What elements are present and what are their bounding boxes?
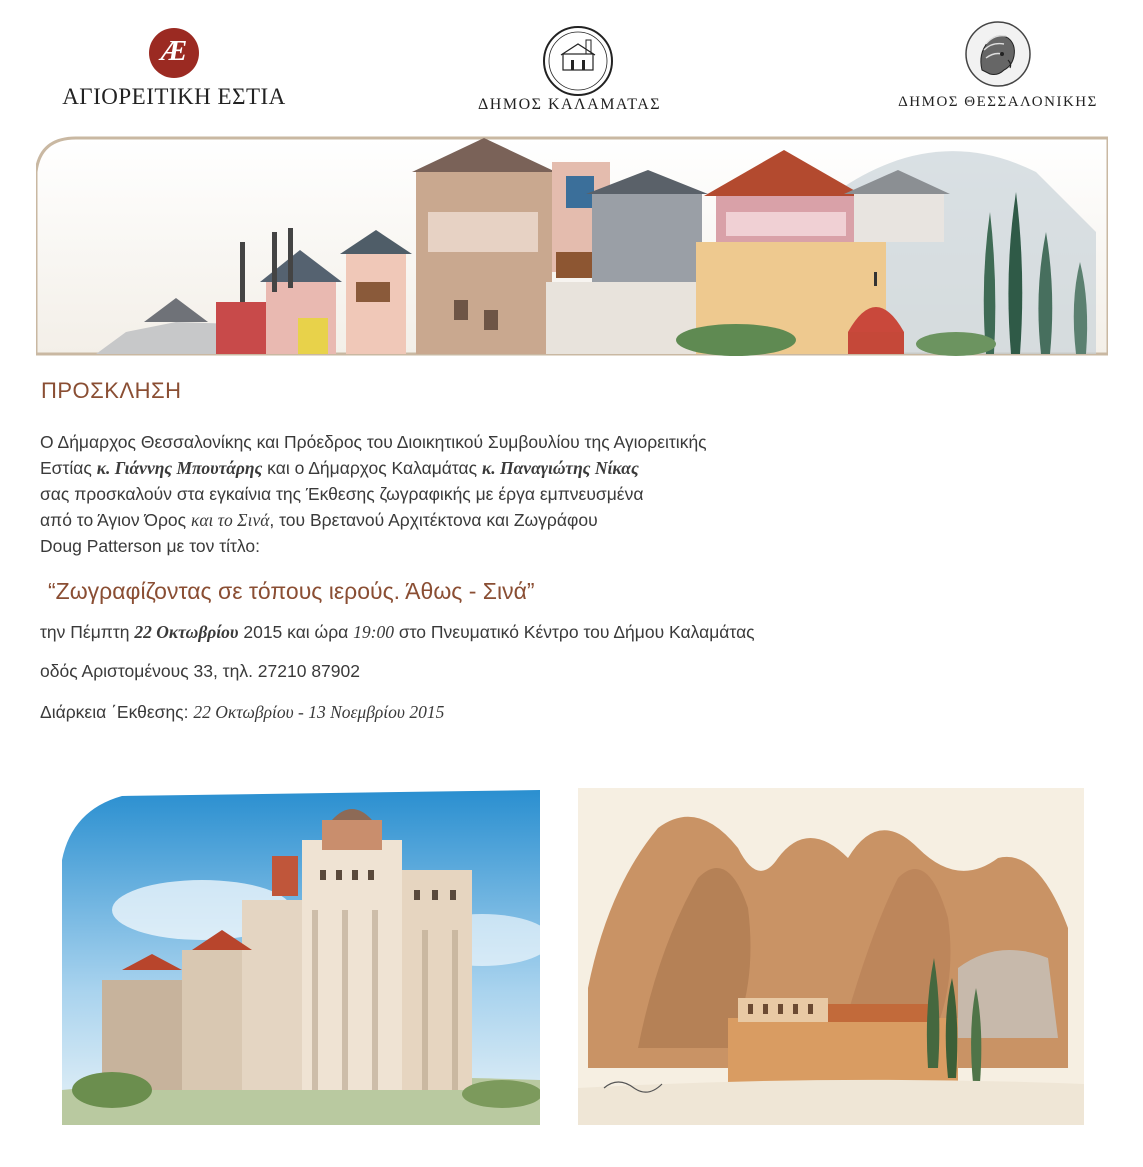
mayor-kalamata-name: κ. Παναγιώτης Νίκας bbox=[481, 458, 639, 478]
exhibition-duration bbox=[40, 702, 444, 723]
hestia-emblem-icon: Æ bbox=[149, 28, 199, 78]
kalamata-seal-icon bbox=[541, 24, 615, 98]
invitation-line-4 bbox=[40, 507, 940, 533]
event-day: 22 Οκτωβρίου bbox=[134, 622, 239, 642]
line2-text-b: και ο Δήμαρχος Καλαμάτας bbox=[262, 458, 482, 478]
date-text-a: την Πέμπτη bbox=[40, 622, 135, 642]
line4-text-b: , του Βρετανού Αρχιτέκτονα και Ζωγράφου bbox=[269, 510, 598, 530]
hestia-logo-label: ΑΓΙΟΡΕΙΤΙΚΗ ΕΣΤΙΑ bbox=[62, 84, 286, 109]
event-address: οδός Αριστομένους 33, τηλ. 27210 87902 bbox=[40, 661, 360, 681]
event-time: 19:00 bbox=[353, 622, 394, 642]
invitation-heading: ΠΡΟΣΚΛΗΣΗ bbox=[41, 378, 182, 403]
duration-dates: 22 Οκτωβρίου - 13 Νοεμβρίου 2015 bbox=[193, 702, 445, 722]
invitation-line-3: σας προσκαλούν στα εγκαίνια της Έκθεσης ζωγραφικής με έργα εμπνευσμένα bbox=[40, 484, 644, 504]
coin-head-icon bbox=[964, 20, 1032, 88]
line2-text-a: Εστίας bbox=[40, 458, 97, 478]
line4-italic: και το Σινά bbox=[190, 510, 270, 530]
duration-label: Διάρκεια ΄Εκθεσης: bbox=[40, 702, 194, 722]
invitation-line-1: Ο Δήμαρχος Θεσσαλονίκης και Πρόεδρος του Διοικητικού Συμβουλίου της Αγιορειτικής bbox=[40, 432, 707, 452]
thessaloniki-logo-label: ΔΗΜΟΣ ΘΕΣΣΑΛΟΝΙΚΗΣ bbox=[898, 94, 1098, 110]
event-date-line bbox=[40, 622, 755, 643]
invitation-line-5: Doug Patterson με τον τίτλο: bbox=[40, 536, 261, 556]
thessaloniki-logo bbox=[880, 20, 1116, 111]
exhibition-title: “Ζωγραφίζοντας σε τόπους ιερούς. Άθως - Σινά” bbox=[48, 578, 535, 604]
date-text-b: 2015 και ώρα bbox=[238, 622, 354, 642]
kalamata-logo bbox=[468, 24, 688, 98]
invitation-line-2 bbox=[40, 455, 940, 481]
athos-monastery-painting bbox=[62, 790, 540, 1125]
mayor-thessaloniki-name: κ. Γιάννης Μπουτάρης bbox=[96, 458, 263, 478]
date-text-c: στο Πνευματικό Κέντρο του Δήμου Καλαμάτας bbox=[393, 622, 755, 642]
kalamata-logo-label: ΔΗΜΟΣ ΚΑΛΑΜΑΤΑΣ bbox=[478, 96, 662, 113]
line4-text-a: από το Άγιον Όρος bbox=[40, 510, 191, 530]
invitation-paragraph bbox=[40, 429, 940, 559]
hestia-logo bbox=[56, 28, 292, 110]
monastery-watercolor-banner bbox=[36, 132, 1108, 358]
sinai-monastery-painting bbox=[578, 788, 1084, 1125]
